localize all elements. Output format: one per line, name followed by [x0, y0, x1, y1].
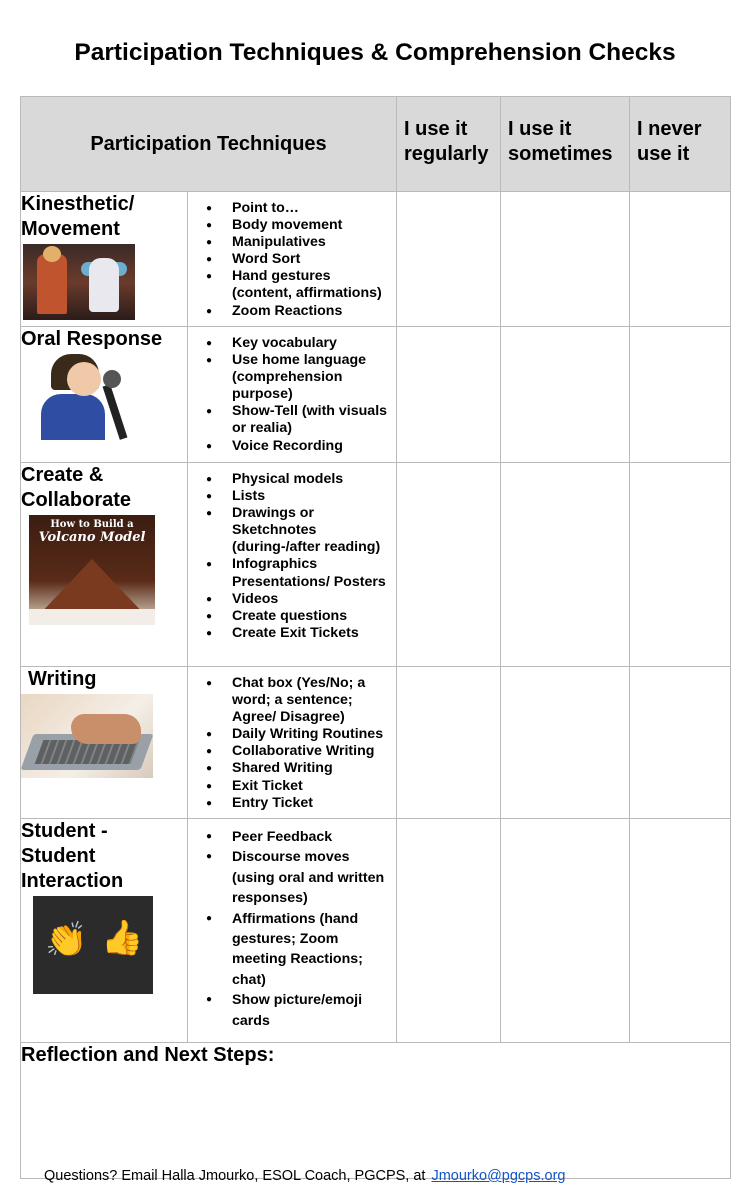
category-cell [21, 819, 188, 1043]
footer [44, 1168, 565, 1185]
volcano-caption-top: How to Build a [50, 519, 134, 530]
checkbox-cell-regularly[interactable] [397, 819, 501, 1043]
category-name: Oral Response [21, 328, 163, 350]
list-item: ● Show-Tell (with visuals or realia) [206, 403, 390, 437]
technique-list [188, 327, 396, 455]
category-cell [21, 327, 188, 463]
list-item: ● Point to… [206, 200, 390, 217]
list-item: ● Discourse moves (using oral and written responses) [206, 847, 390, 908]
table-row-writing [21, 667, 731, 819]
technique-list [188, 463, 396, 642]
list-item: ● Chat box (Yes/No; a word; a sentence; Agree/ Disagree) [206, 675, 390, 726]
list-item: ● Collaborative Writing [206, 743, 390, 760]
checkbox-cell-regularly[interactable] [397, 327, 501, 463]
list-item: ● Exit Ticket [206, 778, 390, 795]
list-item: ● Use home language (comprehension purpose) [206, 352, 390, 403]
checkbox-cell-never[interactable] [630, 463, 731, 667]
items-cell [188, 327, 397, 463]
header-use-regularly: I use it regularly [397, 97, 501, 192]
list-item: ● Affirmations (hand gestures; Zoom meeting Reactions; chat) [206, 909, 390, 991]
table-row-create-collaborate [21, 463, 731, 667]
table-row-kinesthetic [21, 192, 731, 327]
category-name: Student - Student Interaction [21, 820, 124, 892]
technique-list [188, 192, 396, 320]
list-item: ● Create Exit Tickets [206, 625, 390, 642]
list-item: ● Peer Feedback [206, 827, 390, 847]
list-item: ● Daily Writing Routines [206, 726, 390, 743]
category-name: Kinesthetic/ Movement [21, 193, 135, 240]
techniques-table [20, 96, 731, 1179]
items-cell [188, 819, 397, 1043]
list-item: ● Lists [206, 488, 390, 505]
clap-thumbs-up-emoji-image [33, 896, 153, 994]
header-participation-techniques: Participation Techniques [21, 97, 397, 192]
category-name: Create & Collaborate [21, 464, 132, 511]
list-item: ● Show picture/emoji cards [206, 990, 390, 1031]
child-microphone-image [27, 354, 139, 440]
list-item: ● Entry Ticket [206, 795, 390, 812]
checkbox-cell-regularly[interactable] [397, 667, 501, 819]
list-item: ● Manipulatives [206, 234, 390, 251]
table-row-oral-response [21, 327, 731, 463]
list-item: ● Zoom Reactions [206, 303, 390, 320]
checkbox-cell-sometimes[interactable] [501, 667, 630, 819]
volcano-model-image [29, 515, 155, 625]
checkbox-cell-regularly[interactable] [397, 463, 501, 667]
items-cell [188, 192, 397, 327]
list-item: ● Physical models [206, 471, 390, 488]
list-item: ● Word Sort [206, 251, 390, 268]
thumbs-up-icon: 👍 [101, 919, 144, 957]
technique-list [188, 819, 396, 1031]
header-never-use: I never use it [630, 97, 731, 192]
volcano-caption-main: Volcano Model [38, 530, 146, 545]
checkbox-cell-sometimes[interactable] [501, 192, 630, 327]
category-cell [21, 463, 188, 667]
list-item: ● Videos [206, 591, 390, 608]
list-item: ● Shared Writing [206, 760, 390, 777]
footer-text: Questions? Email Halla Jmourko, ESOL Coach, PGCPS, at [44, 1168, 426, 1184]
list-item: ● Create questions [206, 608, 390, 625]
items-cell [188, 667, 397, 819]
checkbox-cell-sometimes[interactable] [501, 819, 630, 1043]
checkbox-cell-regularly[interactable] [397, 192, 501, 327]
typing-laptop-image [21, 694, 153, 778]
header-use-sometimes: I use it sometimes [501, 97, 630, 192]
items-cell [188, 463, 397, 667]
table-row-student-interaction [21, 819, 731, 1043]
list-item: ● Voice Recording [206, 438, 390, 455]
list-item: ● Key vocabulary [206, 335, 390, 352]
email-link[interactable]: Jmourko@pgcps.org [431, 1168, 566, 1184]
category-cell [21, 667, 188, 819]
list-item: ● Body movement [206, 217, 390, 234]
table-header-row [21, 97, 731, 192]
page-title: Participation Techniques & Comprehension Checks [74, 39, 676, 66]
checkbox-cell-never[interactable] [630, 667, 731, 819]
checkbox-cell-never[interactable] [630, 327, 731, 463]
checkbox-cell-never[interactable] [630, 192, 731, 327]
reflection-cell[interactable] [21, 1043, 731, 1179]
clapping-hands-icon: 👏 [45, 921, 88, 959]
lego-toys-image [23, 244, 135, 320]
list-item: ● Drawings or Sketchnotes (during-/after reading) [206, 505, 390, 556]
category-name: Writing [28, 668, 97, 690]
checkbox-cell-sometimes[interactable] [501, 463, 630, 667]
checkbox-cell-never[interactable] [630, 819, 731, 1043]
technique-list [188, 667, 396, 812]
category-cell [21, 192, 188, 327]
list-item: ● Infographics Presentations/ Posters [206, 556, 390, 590]
reflection-label: Reflection and Next Steps: [21, 1044, 275, 1066]
table-row-reflection [21, 1043, 731, 1179]
list-item: ● Hand gestures (content, affirmations) [206, 268, 390, 302]
checkbox-cell-sometimes[interactable] [501, 327, 630, 463]
